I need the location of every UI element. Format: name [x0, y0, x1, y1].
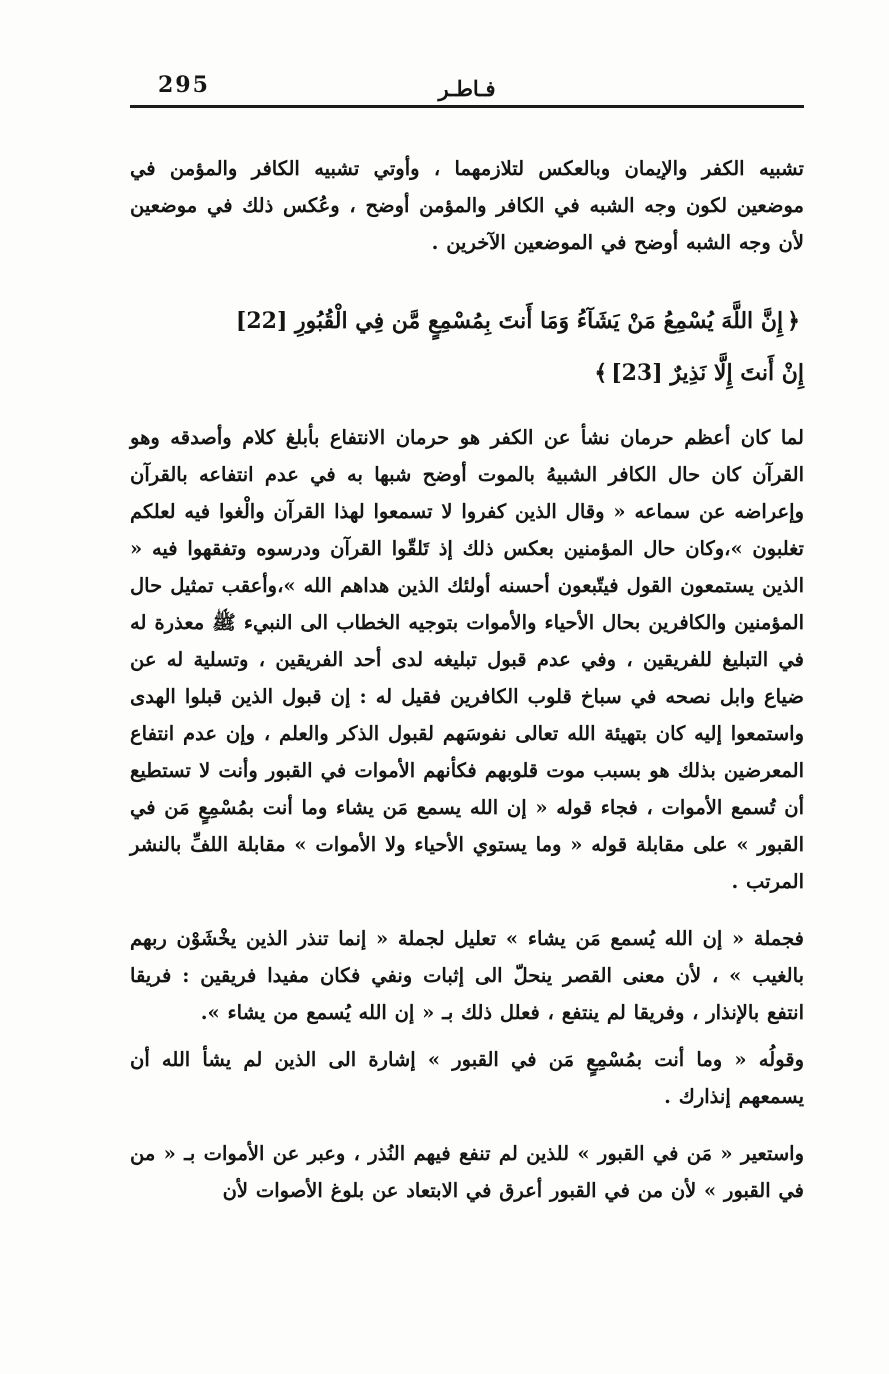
- header-divider: [130, 105, 804, 108]
- page-header: [130, 62, 804, 110]
- paragraph-commentary: لما كان أعظم حرمان نشأ عن الكفر هو حرمان الانتفاع بأبلغ كلام وأصدقه وهو القرآن كان حال الكافر الشبيهُ بالموت أوضح شبها به في عدم انتفاعه بالقرآن وإعراضه عن سماعه « وقال الذين كفروا لا تسمعوا لهذا القرآن والْغوا فيه لعلكم تغلبون »،وكان حال المؤمنين بعكس ذلك إذ تَلقّوا القرآن ودرسوه وتفقهوا فيه « الذين يستمعون القول فيتّبعون أحسنه أولئك الذين هداهم الله »،وأعقب تمثيل حال المؤمنين والكافرين بحال الأحياء والأموات بتوجيه الخطاب الى النبيء ﷺ معذرة له في التبليغ للفريقين ، وفي عدم قبول تبليغه لدى أحد الفريقين ، وتسلية له عن ضياع وابل نصحه في سباخ قلوب الكافرين فقيل له : إن قبول الذين قبلوا الهدى واستمعوا إليه كان بتهيئة الله تعالى نفوسَهم لقبول الذكر والعلم ، وإن عدم انتفاع المعرضين بذلك هو بسبب موت قلوبهم فكأنهم الأموات في القبور وأنت لا تستطيع أن تُسمع الأموات ، فجاء قوله « إن الله يسمع مَن يشاء وما أنت بمُسْمِعٍ مَن في القبور » على مقابلة قوله « وما يستوي الأحياء ولا الأموات » مقابلة اللفِّ بالنشر المرتب .: [130, 426, 804, 893]
- paragraph-intro: تشبيه الكفر والإيمان وبالعكس لتلازمهما ، وأوتي تشبيه الكافر والمؤمن في موضعين لكون وجه الشبه في الكافر والمؤمن أوضح ، وعُكس ذلك في موضعين لأن وجه الشبه أوضح في الموضعين الآخرين .: [130, 157, 804, 254]
- quran-verse-block: [130, 295, 804, 399]
- paragraph-jumla: فجملة « إن الله يُسمع مَن يشاء » تعليل لجملة « إنما تنذر الذين يخْشَوْن ربهم بالغيب » ، لأن معنى القصر ينحلّ الى إثبات ونفي فكان مفيدا فريقين : فريقا انتفع بالإنذار ، وفريقا لم ينتفع ، فعلل ذلك بـ « إن الله يُسمع من يشاء ».: [130, 927, 804, 1024]
- verse-close-ornament: ﴾: [594, 360, 608, 386]
- paragraph-qawluhu: وقولُه « وما أنت بمُسْمِعٍ مَن في القبور » إشارة الى الذين لم يشأ الله أن يسمعهم إنذارك .: [130, 1048, 805, 1108]
- verse-text-23: إِنْ أَنتَ إِلَّا نَذِيرٌ [23]: [611, 360, 804, 386]
- surah-title: فـاطـر: [438, 76, 496, 101]
- verse-line-2: [130, 347, 804, 399]
- verse-line-1: [130, 295, 804, 347]
- verse-text-22: إِنَّ اللَّهَ يُسْمِعُ مَنْ يَشَآءُ وَمَا أَنتَ بِمُسْمِعٍ مَّن فِي الْقُبُورِ [22]: [235, 308, 784, 334]
- page-number: 295: [158, 72, 210, 98]
- verse-open-ornament: ﴿: [787, 308, 800, 334]
- page-body: [130, 150, 804, 1209]
- paragraph-istuir: واستعير « مَن في القبور » للذين لم تنفع فيهم النُذر ، وعبر عن الأموات بـ « من في القبور » لأن من في القبور أعرق في الابتعاد عن بلوغ الأصوات لأن: [130, 1142, 804, 1202]
